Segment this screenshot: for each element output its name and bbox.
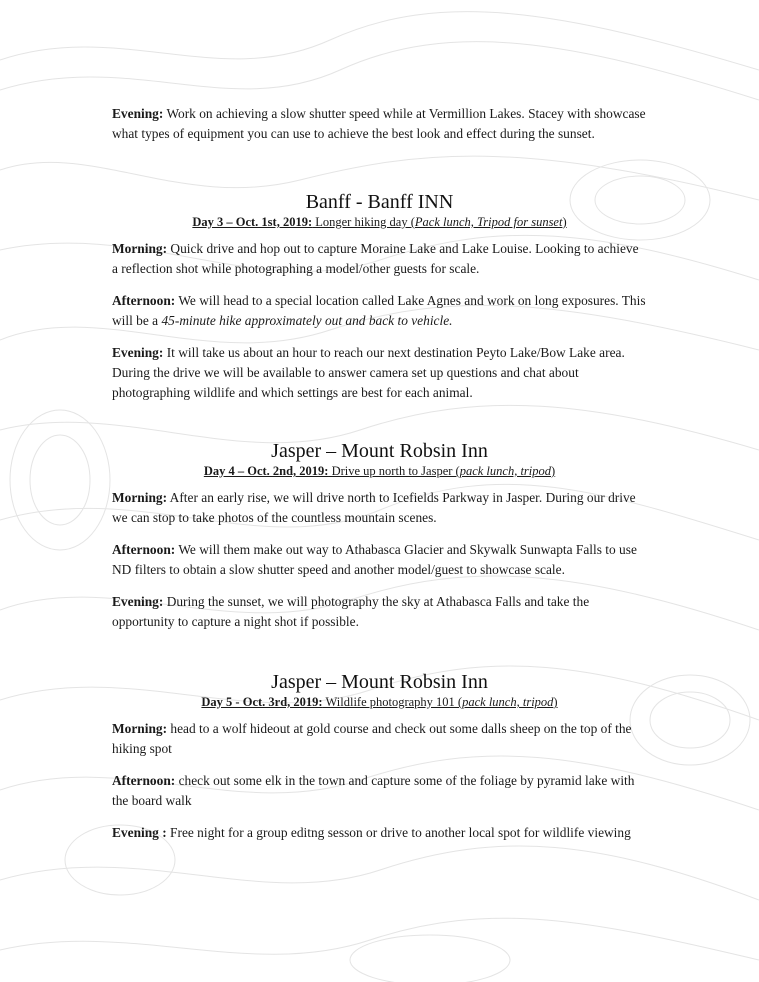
morning-paragraph — [112, 239, 647, 279]
evening-label: Evening: — [112, 106, 164, 121]
morning-text: Quick drive and hop out to capture Moraine Lake and Lake Louise. Looking to achieve a reflection shot while photographing a model/other guests for scale. — [112, 241, 639, 276]
morning-label: Morning: — [112, 241, 168, 256]
day-text: Longer hiking day ( — [312, 215, 415, 229]
evening-text: Work on achieving a slow shutter speed while at Vermillion Lakes. Stacey with showcase what types of equipment you can use to achieve the best look and effect during the sunset. — [112, 106, 646, 141]
evening-text: During the sunset, we will photography the sky at Athabasca Falls and take the opportunity to capture a night shot if possible. — [112, 594, 590, 629]
afternoon-paragraph — [112, 771, 647, 811]
evening-label: Evening: — [112, 594, 164, 609]
section-location-title: Jasper – Mount Robsin Inn — [271, 671, 488, 693]
day-supplies: Pack lunch, Tripod for sunset — [414, 215, 563, 229]
day-text: Drive up north to Jasper ( — [328, 464, 460, 478]
evening-paragraph — [112, 343, 647, 403]
day-close: ) — [562, 215, 567, 229]
intro-evening-paragraph — [112, 104, 647, 144]
afternoon-label: Afternoon: — [112, 773, 176, 788]
afternoon-label: Afternoon: — [112, 293, 176, 308]
day-label: Day 3 – Oct. 1st, 2019: — [192, 215, 313, 229]
afternoon-text: We will them make out way to Athabasca Glacier and Skywalk Sunwapta Falls to use ND filters to obtain a slow shutter speed and another model/guest to showcase scale. — [112, 542, 637, 577]
morning-label: Morning: — [112, 490, 168, 505]
morning-paragraph — [112, 488, 647, 528]
day-heading — [112, 694, 647, 711]
section-location-title: Jasper – Mount Robsin Inn — [271, 440, 488, 462]
afternoon-label: Afternoon: — [112, 542, 176, 557]
day-heading — [112, 214, 647, 231]
itinerary-page — [112, 104, 647, 843]
day-heading — [112, 463, 647, 480]
evening-text: Free night for a group editng sesson or drive to another local spot for wildlife viewing — [166, 825, 631, 840]
evening-label: Evening: — [112, 345, 164, 360]
day-close: ) — [551, 464, 556, 478]
evening-text: It will take us about an hour to reach our next destination Peyto Lake/Bow Lake area. During the drive we will be available to answer camera set up questions and chat about photographing wildlife and which settings are best for each animal. — [112, 345, 625, 400]
morning-paragraph — [112, 719, 647, 759]
afternoon-text: check out some elk in the town and capture some of the foliage by pyramid lake with the board walk — [112, 773, 635, 808]
day-text: Wildlife photography 101 ( — [322, 695, 463, 709]
section-location-title: Banff - Banff INN — [305, 191, 454, 213]
afternoon-paragraph — [112, 540, 647, 580]
evening-paragraph — [112, 592, 647, 632]
afternoon-text: We will head to a special location called Lake Agnes and work on long exposures. This will be a — [112, 293, 646, 328]
morning-text: head to a wolf hideout at gold course and check out some dalls sheep on the top of the hiking spot — [112, 721, 632, 756]
afternoon-italic-text: 45-minute hike approximately out and back to vehicle. — [161, 313, 453, 328]
day-label: Day 5 - Oct. 3rd, 2019: — [201, 695, 323, 709]
day-close: ) — [553, 695, 558, 709]
day-supplies: pack lunch, tripod — [462, 695, 554, 709]
morning-text: After an early rise, we will drive north to Icefields Parkway in Jasper. During our drive we can stop to take photos of the countless mountain scenes. — [112, 490, 636, 525]
afternoon-paragraph — [112, 291, 647, 331]
day-label: Day 4 – Oct. 2nd, 2019: — [203, 464, 329, 478]
evening-paragraph — [112, 823, 647, 843]
evening-label: Evening : — [112, 825, 167, 840]
day-supplies: pack lunch, tripod — [459, 464, 552, 478]
morning-label: Morning: — [112, 721, 168, 736]
